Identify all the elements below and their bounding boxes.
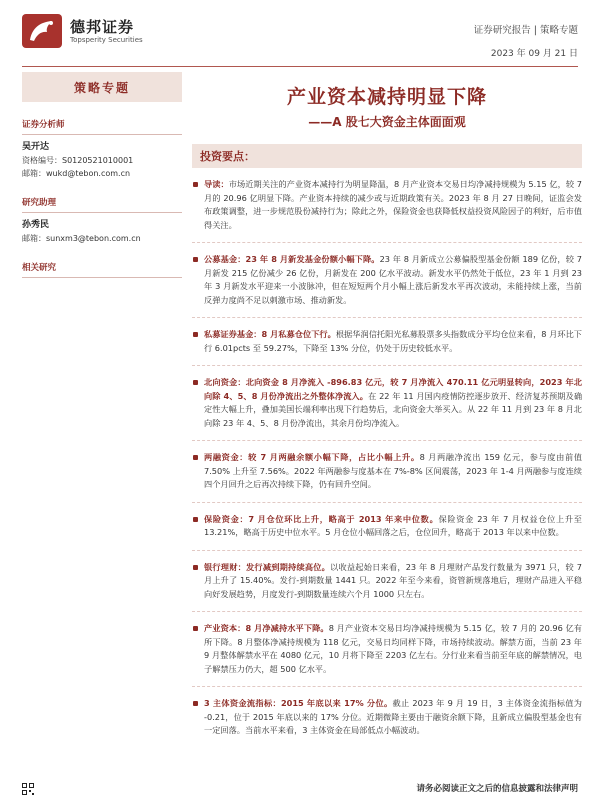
analyst-cert: 资格编号：S0120521010001 bbox=[22, 156, 134, 165]
bullet-icon bbox=[193, 701, 198, 706]
assistant-heading: 研究助理 bbox=[22, 196, 182, 213]
point-text: 8 月两融净流出 159 亿元，参与度由前值 7.50% 上升至 7.56%。2022 年两融参与度基本在 7%-8% 区间震荡，2023 年 1-4 月两融参与度连续四个月回升之后再次持续下降，仍有回升空间。 bbox=[204, 452, 582, 489]
point-margin-financing bbox=[192, 451, 582, 492]
point-industrial-capital bbox=[192, 622, 582, 676]
header-divider bbox=[22, 66, 578, 67]
assistant-name: 孙秀民 bbox=[22, 220, 50, 230]
point-text: 市场近期关注的产业资本减持行为明显降温，8 月产业资本交易日均净减持规模为 5.15 亿，较 7 月的 20.96 亿明显下降。产业资本持续的减少或与近期政策有关。2023 年 8 月 27 日晚间，证监会发布政策调整，进一步规范股份减持行为；除此之外，保险资金也获降低权益投资风险因子的利好，后市值得关注。 bbox=[204, 179, 582, 230]
sidebar-title: 策略专题 bbox=[22, 72, 182, 102]
point-lead: 3 主体资金流指标：2015 年底以来 17% 分位。 bbox=[204, 698, 393, 708]
qr-code-icon bbox=[22, 783, 34, 795]
divider bbox=[192, 242, 582, 243]
point-lead: 保险资金：7 月仓位环比上升，略高于 2013 年来中位数。 bbox=[204, 513, 439, 524]
brand-name-en: Topsperity Securities bbox=[70, 36, 143, 44]
point-lead: 两融资金：较 7 月两融余额小幅下降，占比小幅上升。 bbox=[204, 452, 420, 462]
divider bbox=[192, 686, 582, 687]
point-bank-wealth bbox=[192, 561, 582, 602]
bullet-icon bbox=[193, 380, 198, 385]
point-northbound bbox=[192, 376, 582, 430]
divider bbox=[192, 611, 582, 612]
analyst-email[interactable]: 邮箱：wukd@tebon.com.cn bbox=[22, 169, 131, 178]
brand-name-cn: 德邦证券 bbox=[70, 18, 135, 36]
divider bbox=[192, 550, 582, 551]
analyst-section bbox=[22, 118, 182, 180]
point-lead: 公募基金：23 年 8 月新发基金份额小幅下降。 bbox=[204, 254, 380, 264]
related-section bbox=[22, 261, 182, 278]
point-lead: 银行理财：发行减到期持续高位。 bbox=[204, 561, 331, 572]
tebon-logo-icon bbox=[22, 14, 62, 48]
page-subtitle: ——A 股七大资金主体面面观 bbox=[308, 115, 466, 129]
assistant-section bbox=[22, 196, 182, 245]
divider bbox=[192, 440, 582, 441]
bullet-icon bbox=[193, 626, 198, 631]
point-text: 8 月产业资本交易日均净减持规模为 5.15 亿，较 7 月的 20.96 亿有所下降。8 月整体净减持规模为 118 亿元，交易日均同样下降，市场持续波动。解禁方面，当前 23 年 9 月整体解禁水平在 4080 亿元，10 月将下降至 2203 亿左右。分行业来看当前至年底的解禁情况，电子解禁压力仍大，超 500 亿水平。 bbox=[204, 623, 582, 674]
key-points-bar: 投资要点： bbox=[192, 144, 582, 168]
point-private-funds bbox=[192, 328, 582, 355]
point-insurance bbox=[192, 513, 582, 540]
point-lead: 北向资金：北向资金 8 月净流入 -896.83 亿元，较 7 月净流入 470.11 亿元明显转向，2023 年北向除 4、5、8 月份净流出之外整体净流入。 bbox=[204, 377, 582, 401]
point-text: 在 22 年 11 月国内疫情防控逐步放开、经济复苏预期及确定性大幅上升，叠加美国长端利率出现下行趋势后，北向资金大举买入。从 22 年 11 月到 23 年 8 月北向除 23 年 4、5、8 月份净流出，其余月份均净流入。 bbox=[204, 390, 583, 428]
point-lead: 导读： bbox=[204, 179, 229, 189]
point-text: 截止 2023 年 9 月 19 日，3 主体资金流指标值为 -0.21，位于 2015 年底以来的 17% 分位。近期微降主要由于融资余额下降，且新成立偏股型基金也有一定回落。当前水平来看，3 主体资金在局部低点小幅波动。 bbox=[204, 698, 582, 735]
report-type: 证券研究报告 | 策略专题 bbox=[473, 25, 578, 36]
bullet-icon bbox=[193, 517, 198, 522]
key-points-list bbox=[192, 178, 582, 738]
point-fund-flow-indicator bbox=[192, 697, 582, 738]
point-text: 23 年 8 月新成立公募偏股型基金份额 189 亿份，较 7 月新发 215 亿份减少 26 亿份，月新发在 200 亿水平波动。新发水平仍然处于低位，23 年 1 月到 23 年 3 月新发水平迎来一小波脉冲，但在短短两个月小幅上涨后新发水平再次波动，未能持续上涨，当前反弹力度尚不足以刺激市场、推动新发。 bbox=[204, 254, 582, 305]
point-lead: 私募证券基金：8 月私募仓位下行。 bbox=[204, 329, 336, 339]
point-overview bbox=[192, 178, 582, 232]
bullet-icon bbox=[193, 332, 198, 337]
divider bbox=[192, 365, 582, 366]
bullet-icon bbox=[193, 257, 198, 262]
related-heading: 相关研究 bbox=[22, 261, 182, 278]
bullet-icon bbox=[193, 565, 198, 570]
page-footer bbox=[22, 782, 578, 796]
analyst-name: 吴开达 bbox=[22, 142, 50, 152]
main-content bbox=[192, 72, 582, 738]
divider bbox=[192, 502, 582, 503]
report-header bbox=[0, 0, 600, 70]
bullet-icon bbox=[193, 455, 198, 460]
sidebar bbox=[22, 72, 182, 284]
point-lead: 产业资本：8 月净减持水平下降。 bbox=[204, 623, 329, 633]
assistant-email[interactable]: 邮箱：sunxm3@tebon.com.cn bbox=[22, 234, 141, 243]
analyst-heading: 证券分析师 bbox=[22, 118, 182, 135]
legal-disclaimer: 请务必阅读正文之后的信息披露和法律声明 bbox=[416, 784, 578, 794]
point-public-funds bbox=[192, 253, 582, 307]
divider bbox=[192, 317, 582, 318]
point-text: 以收益起始日来看，23 年 8 月理财产品发行数量为 3971 只，较 7 月上升了 15.40%。发行-到期数量 1441 只。2022 年至今来看，资管新规落地后，理财产品进入平稳向好发展趋势，月度发行-到期数量连续六个月 1000 只左右。 bbox=[204, 561, 582, 599]
bullet-icon bbox=[193, 182, 198, 187]
point-text: 保险资金 23 年 7 月权益仓位上升至 13.21%，略高于历史中位水平。5 月仓位小幅回落之后，仓位回升，略高于 2013 年以来中位数。 bbox=[204, 513, 582, 537]
point-text: 根据华润信托阳光私募股票多头指数成分平均仓位来看，8 月环比下行 6.01pcts 至 59.27%，下降至 13% 分位，仍处于历史较低水平。 bbox=[204, 329, 582, 353]
page-title: 产业资本减持明显下降 bbox=[286, 86, 487, 108]
report-date: 2023 年 09 月 21 日 bbox=[490, 49, 578, 59]
